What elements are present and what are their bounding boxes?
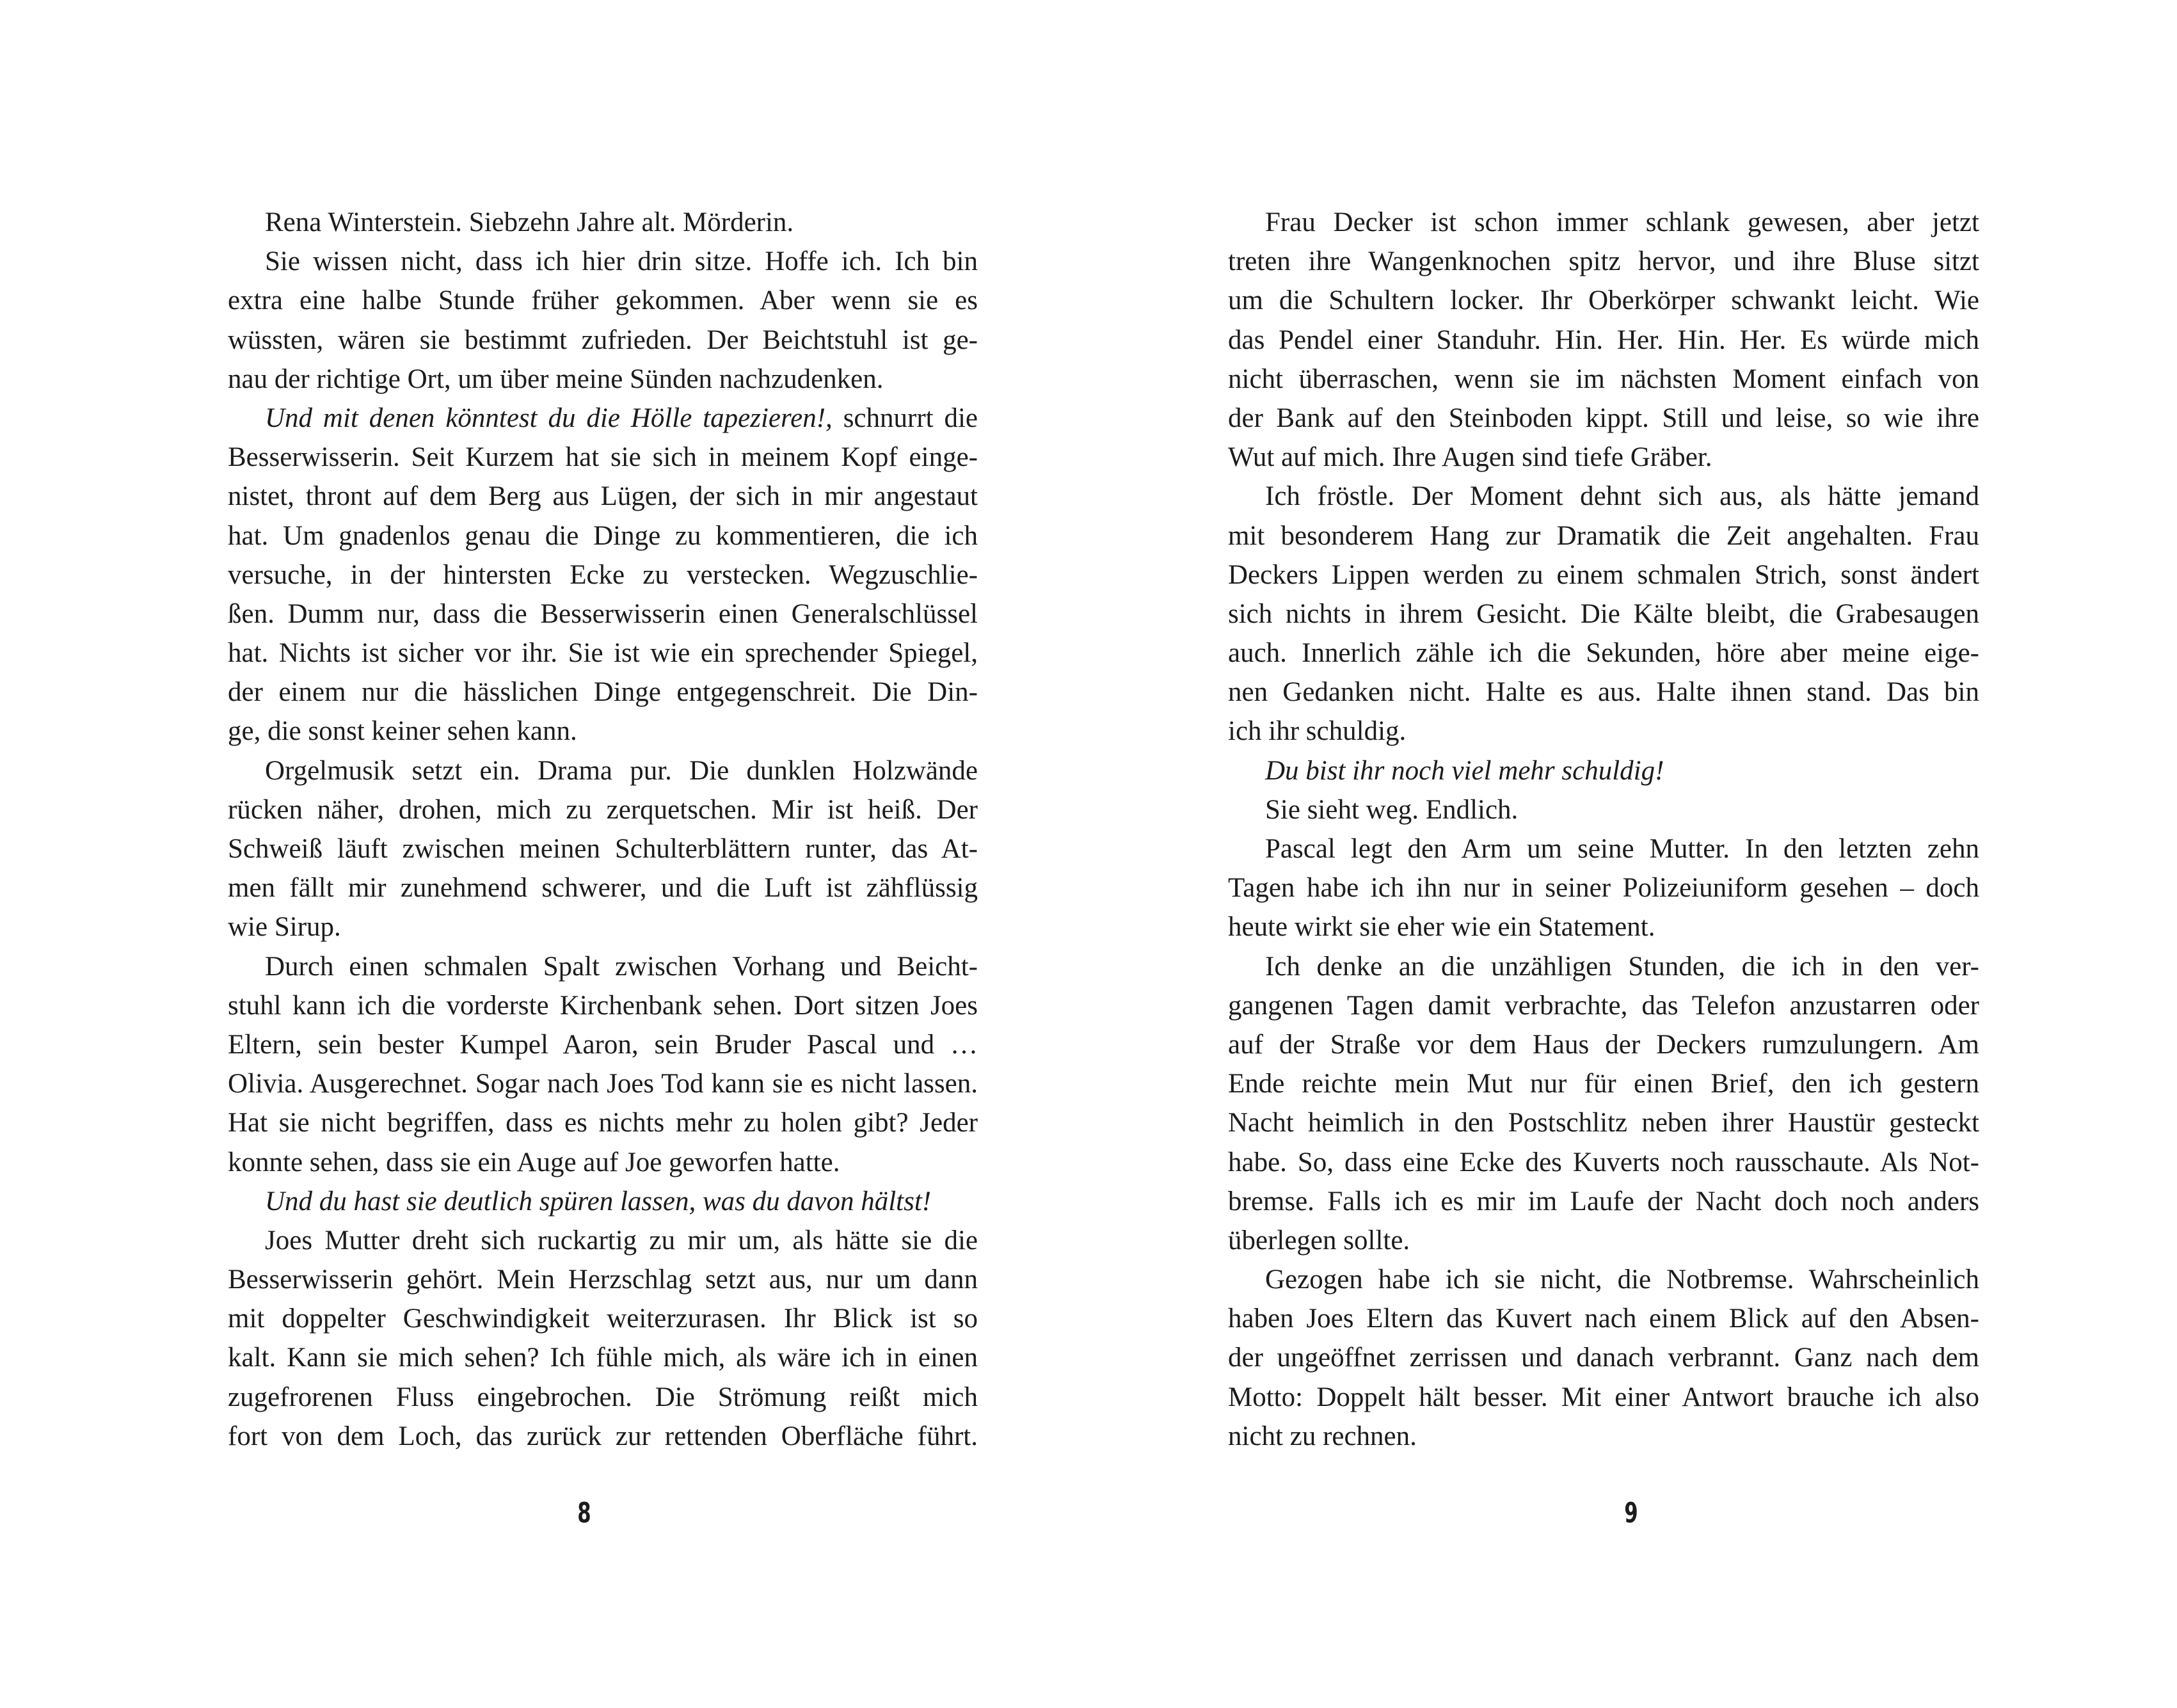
text-line: Tagen habe ich ihn nur in seiner Polizeiuniform gesehen – doch xyxy=(1228,873,1979,904)
inner-voice-line: Du bist ihr noch viel mehr schuldig! xyxy=(1265,755,1664,786)
text-line: kalt. Kann sie mich sehen? Ich fühle mich, als wäre ich in einen xyxy=(228,1343,978,1373)
text-line: ich ihr schuldig. xyxy=(1228,716,1407,747)
text-line: hat. Nichts ist sicher vor ihr. Sie ist wie ein sprechender Spiegel, xyxy=(228,638,978,669)
text-line: Ich denke an die unzähligen Stunden, die ich in den ver- xyxy=(1265,951,1979,982)
text-line: Besserwisserin. Seit Kurzem hat sie sich in meinem Kopf einge- xyxy=(228,442,978,473)
text-line: rücken näher, drohen, mich zu zerquetschen. Mir ist heiß. Der xyxy=(228,794,978,825)
left-page-text xyxy=(228,203,978,1456)
text-line: Ich fröstle. Der Moment dehnt sich aus, als hätte jemand xyxy=(1265,481,1979,512)
page-number: 9 xyxy=(1624,1497,1638,1529)
text-line: Rena Winterstein. Siebzehn Jahre alt. Mörderin. xyxy=(265,207,794,237)
text-line: um die Schultern locker. Ihr Oberkörper schwankt leicht. Wie xyxy=(1228,285,1979,316)
text-line: Deckers Lippen werden zu einem schmalen Strich, sonst ändert xyxy=(1228,559,1979,590)
text-line: der ungeöffnet zerrissen und danach verbrannt. Ganz nach dem xyxy=(1228,1343,1979,1373)
text-line: ßen. Dumm nur, dass die Besserwisserin einen Generalschlüssel xyxy=(228,598,978,629)
text-line: extra eine halbe Stunde früher gekommen. Aber wenn sie es xyxy=(228,285,978,316)
text-line: der Bank auf den Steinboden kippt. Still und leise, so wie ihre xyxy=(1228,403,1979,433)
text-line: Joes Mutter dreht sich ruckartig zu mir um, als hätte sie die xyxy=(265,1225,978,1256)
text-line: das Pendel einer Standuhr. Hin. Her. Hin. Her. Es würde mich xyxy=(1228,324,1979,355)
text-line: hat. Um gnadenlos genau die Dinge zu kommentieren, die ich xyxy=(228,520,978,551)
text-line: men fällt mir zunehmend schwerer, und die Luft ist zähflüssig xyxy=(228,873,978,904)
text-fragment: schnurrt die xyxy=(832,403,978,433)
text-line: stuhl kann ich die vorderste Kirchenbank sehen. Dort sitzen Joes xyxy=(228,990,978,1021)
right-page-text xyxy=(1228,203,1979,1456)
text-line: Schweiß läuft zwischen meinen Schulterblättern runter, das At- xyxy=(228,834,978,864)
inner-voice-line: Und du hast sie deutlich spüren lassen, was du davon hältst! xyxy=(265,1186,932,1217)
text-line: auf der Straße vor dem Haus der Deckers rumzulungern. Am xyxy=(1228,1029,1979,1060)
text-line: ge, die sonst keiner sehen kann. xyxy=(228,716,577,747)
text-line: Besserwisserin gehört. Mein Herzschlag setzt aus, nur um dann xyxy=(228,1265,978,1295)
text-line: sich nichts in ihrem Gesicht. Die Kälte bleibt, die Grabesaugen xyxy=(1228,598,1979,629)
text-line: Gezogen habe ich sie nicht, die Notbremse. Wahrscheinlich xyxy=(1265,1265,1979,1295)
page-number: 8 xyxy=(577,1497,591,1529)
text-line: wüssten, wären sie bestimmt zufrieden. Der Beichtstuhl ist ge- xyxy=(228,324,978,355)
left-page xyxy=(0,0,1088,1708)
text-line: nen Gedanken nicht. Halte es aus. Halte ihnen stand. Das bin xyxy=(1228,677,1979,708)
text-line: versuche, in der hintersten Ecke zu verstecken. Wegzuschlie- xyxy=(228,559,978,590)
text-line: Sie sieht weg. Endlich. xyxy=(1265,794,1519,825)
inner-voice-quote: Und mit denen könntest du die Hölle tapezieren!, xyxy=(265,403,833,433)
text-line: fort von dem Loch, das zurück zur rettenden Oberfläche führt. xyxy=(228,1421,978,1451)
text-line: heute wirkt sie eher wie ein Statement. xyxy=(1228,912,1655,943)
text-line xyxy=(228,399,978,438)
text-line: nicht zu rechnen. xyxy=(1228,1421,1417,1451)
text-line: treten ihre Wangenknochen spitz hervor, und ihre Bluse sitzt xyxy=(1228,246,1979,277)
text-line: Wut auf mich. Ihre Augen sind tiefe Gräber. xyxy=(1228,442,1712,473)
text-line: nicht überraschen, wenn sie im nächsten Moment einfach von xyxy=(1228,363,1979,394)
text-line: Sie wissen nicht, dass ich hier drin sitze. Hoffe ich. Ich bin xyxy=(265,246,978,277)
text-line: Frau Decker ist schon immer schlank gewesen, aber jetzt xyxy=(1265,207,1979,237)
text-line: Hat sie nicht begriffen, dass es nichts mehr zu holen gibt? Jeder xyxy=(228,1108,978,1138)
text-line: wie Sirup. xyxy=(228,912,341,943)
text-line: mit besonderem Hang zur Dramatik die Zeit angehalten. Frau xyxy=(1228,520,1979,551)
text-line: Eltern, sein bester Kumpel Aaron, sein Bruder Pascal und … xyxy=(228,1029,978,1060)
text-line: mit doppelter Geschwindigkeit weiterzurasen. Ihr Blick ist so xyxy=(228,1304,978,1334)
text-line: gangenen Tagen damit verbrachte, das Telefon anzustarren oder xyxy=(1228,990,1979,1021)
text-line: Motto: Doppelt hält besser. Mit einer Antwort brauche ich also xyxy=(1228,1382,1979,1412)
text-line: Orgelmusik setzt ein. Drama pur. Die dunklen Holzwände xyxy=(265,755,978,786)
text-line: der einem nur die hässlichen Dinge entgegenschreit. Die Din- xyxy=(228,677,978,708)
text-line: Durch einen schmalen Spalt zwischen Vorhang und Beicht- xyxy=(265,951,978,982)
right-page xyxy=(1088,0,2177,1708)
text-line: haben Joes Eltern das Kuvert nach einem Blick auf den Absen- xyxy=(1228,1304,1979,1334)
text-line: habe. So, dass eine Ecke des Kuverts noch rausschaute. Als Not- xyxy=(1228,1147,1979,1177)
text-line: Nacht heimlich in den Postschlitz neben ihrer Haustür gesteckt xyxy=(1228,1108,1979,1138)
text-line: Ende reichte mein Mut nur für einen Brief, den ich gestern xyxy=(1228,1069,1979,1099)
text-line: bremse. Falls ich es mir im Laufe der Nacht doch noch anders xyxy=(1228,1186,1979,1217)
text-line: auch. Innerlich zähle ich die Sekunden, höre aber meine eige- xyxy=(1228,638,1979,669)
text-line: Pascal legt den Arm um seine Mutter. In den letzten zehn xyxy=(1265,834,1979,864)
text-line: überlegen sollte. xyxy=(1228,1225,1410,1256)
text-line: konnte sehen, dass sie ein Auge auf Joe geworfen hatte. xyxy=(228,1147,840,1177)
text-line: Olivia. Ausgerechnet. Sogar nach Joes Tod kann sie es nicht lassen. xyxy=(228,1069,978,1099)
text-line: nistet, thront auf dem Berg aus Lügen, der sich in mir angestaut xyxy=(228,481,978,512)
text-line: zugefrorenen Fluss eingebrochen. Die Strömung reißt mich xyxy=(228,1382,978,1412)
text-line: nau der richtige Ort, um über meine Sünden nachzudenken. xyxy=(228,363,884,394)
